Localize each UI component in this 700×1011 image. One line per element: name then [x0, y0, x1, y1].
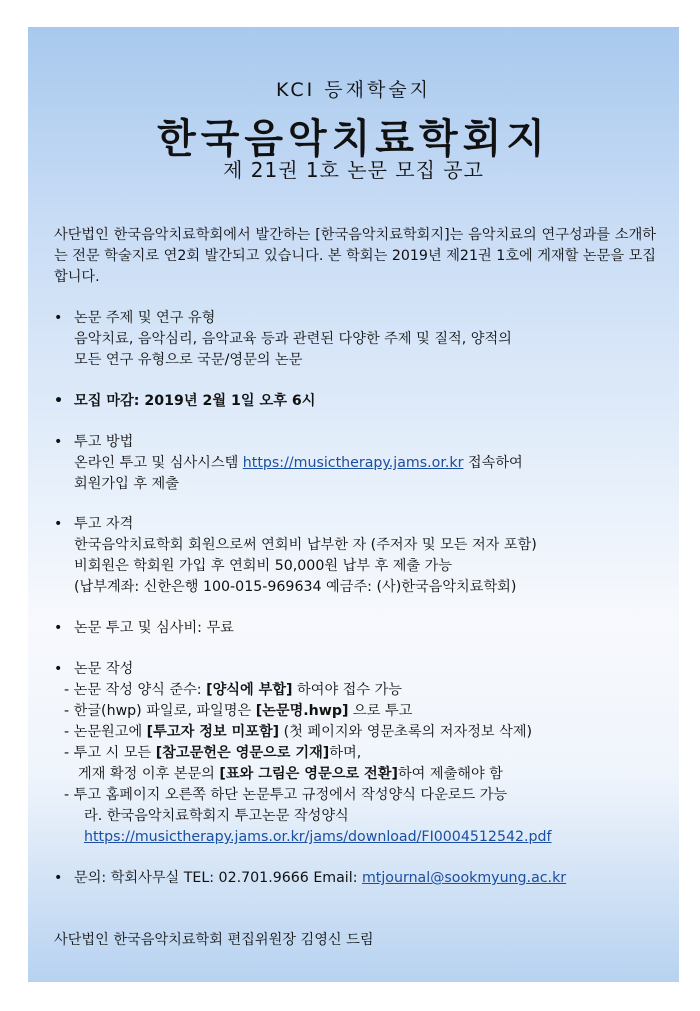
- writing-heading: 논문 작성: [74, 661, 134, 677]
- writing-rule-1-post: 하여야 접수 가능: [292, 682, 402, 698]
- notice-poster: [28, 27, 679, 982]
- qualification-line1: 한국음악치료학회 회원으로써 연회비 납부한 자 (주저자 및 모든 저자 포함): [74, 537, 537, 553]
- writing-rule-4-bold: [참고문헌은 영문으로 기재]: [155, 745, 330, 761]
- section-contact: [54, 868, 566, 889]
- bullet-icon: •: [54, 516, 63, 532]
- intro-paragraph: 사단법인 한국음악치료학회에서 발간하는 [한국음악치료학회지]는 음악치료의 연구성과를 소개하는 전문 학술지로 연2회 발간되고 있습니다. 본 학회는 2019년 제21권 1호에 게재할 논문을 모집합니다.: [54, 227, 656, 285]
- writing-rule-2-post: 으로 투고: [348, 703, 413, 719]
- method-line2: 회원가입 후 제출: [74, 476, 179, 492]
- writing-rule-1: - 논문 작성 양식 준수:: [64, 682, 207, 698]
- writing-rule-4: - 투고 시 모든: [64, 745, 156, 761]
- submission-site-link[interactable]: https://musictherapy.jams.or.kr: [242, 455, 464, 471]
- deadline-text: 모집 마감: 2019년 2월 1일 오후 6시: [74, 393, 316, 409]
- contact-email-link[interactable]: mtjournal@sookmyung.ac.kr: [361, 870, 567, 886]
- method-pre: 온라인 투고 및 심사시스템: [74, 455, 243, 471]
- topic-line2: 모든 연구 유형으로 국문/영문의 논문: [74, 352, 303, 368]
- bullet-icon: •: [54, 620, 63, 636]
- section-topic: [54, 308, 512, 371]
- section-deadline: [54, 391, 315, 412]
- bullet-icon: •: [54, 434, 63, 450]
- topic-line1: 음악치료, 음악심리, 음악교육 등과 관련된 다양한 주제 및 질적, 양적의: [74, 331, 512, 347]
- topic-heading: 논문 주제 및 연구 유형: [74, 310, 216, 326]
- section-fee: [54, 618, 234, 639]
- template-download-link[interactable]: https://musictherapy.jams.or.kr/jams/download/FI0004512542.pdf: [84, 829, 552, 845]
- writing-rule-3: - 논문원고에: [64, 724, 147, 740]
- writing-rule-5: - 투고 홈페이지 오른쪽 하단 논문투고 규정에서 작성양식 다운로드 가능: [64, 787, 508, 803]
- bullet-icon: •: [54, 310, 63, 326]
- section-writing: [54, 659, 552, 848]
- journal-title: 한국음악치료학회지: [157, 116, 550, 162]
- section-method: [54, 432, 523, 495]
- writing-rule-4b: 게재 확정 이후 본문의: [78, 766, 220, 782]
- contact-text: 문의: 학회사무실 TEL: 02.701.9666 Email:: [74, 870, 362, 886]
- bullet-icon: •: [54, 393, 64, 409]
- section-qualification: [54, 514, 537, 598]
- writing-rule-2-bold: [논문명.hwp]: [255, 703, 349, 719]
- writing-rule-3-bold: [투고자 정보 미포함]: [146, 724, 280, 740]
- qualification-line3: (납부계좌: 신한은행 100-015-969634 예금주: (사)한국음악치료학회): [74, 579, 517, 595]
- writing-rule-2: - 한글(hwp) 파일로, 파일명은: [64, 703, 256, 719]
- fee-text: 논문 투고 및 심사비: 무료: [74, 620, 234, 636]
- bullet-icon: •: [54, 870, 63, 886]
- writing-rule-4b-post: 하여 제출해야 함: [397, 766, 503, 782]
- bullet-icon: •: [54, 661, 63, 677]
- notice-subtitle: 제 21권 1호 논문 모집 공고: [223, 158, 484, 182]
- method-heading: 투고 방법: [74, 434, 134, 450]
- writing-rule-5b: 라. 한국음악치료학회지 투고논문 작성양식: [84, 808, 349, 824]
- kci-label: KCI 등재학술지: [275, 79, 432, 101]
- footer-signature: 사단법인 한국음악치료학회 편집위원장 김영신 드림: [54, 932, 374, 948]
- writing-rule-1-bold: [양식에 부합]: [206, 682, 293, 698]
- method-post: 접속하여: [463, 455, 523, 471]
- qualification-heading: 투고 자격: [74, 516, 134, 532]
- writing-rule-3-post: (첫 페이지와 영문초록의 저자정보 삭제): [279, 724, 533, 740]
- qualification-line2: 비회원은 학회원 가입 후 연회비 50,000원 납부 후 제출 가능: [74, 558, 453, 574]
- writing-rule-4b-bold: [표와 그림은 영문으로 전환]: [219, 766, 398, 782]
- writing-rule-4-post: 하며,: [329, 745, 362, 761]
